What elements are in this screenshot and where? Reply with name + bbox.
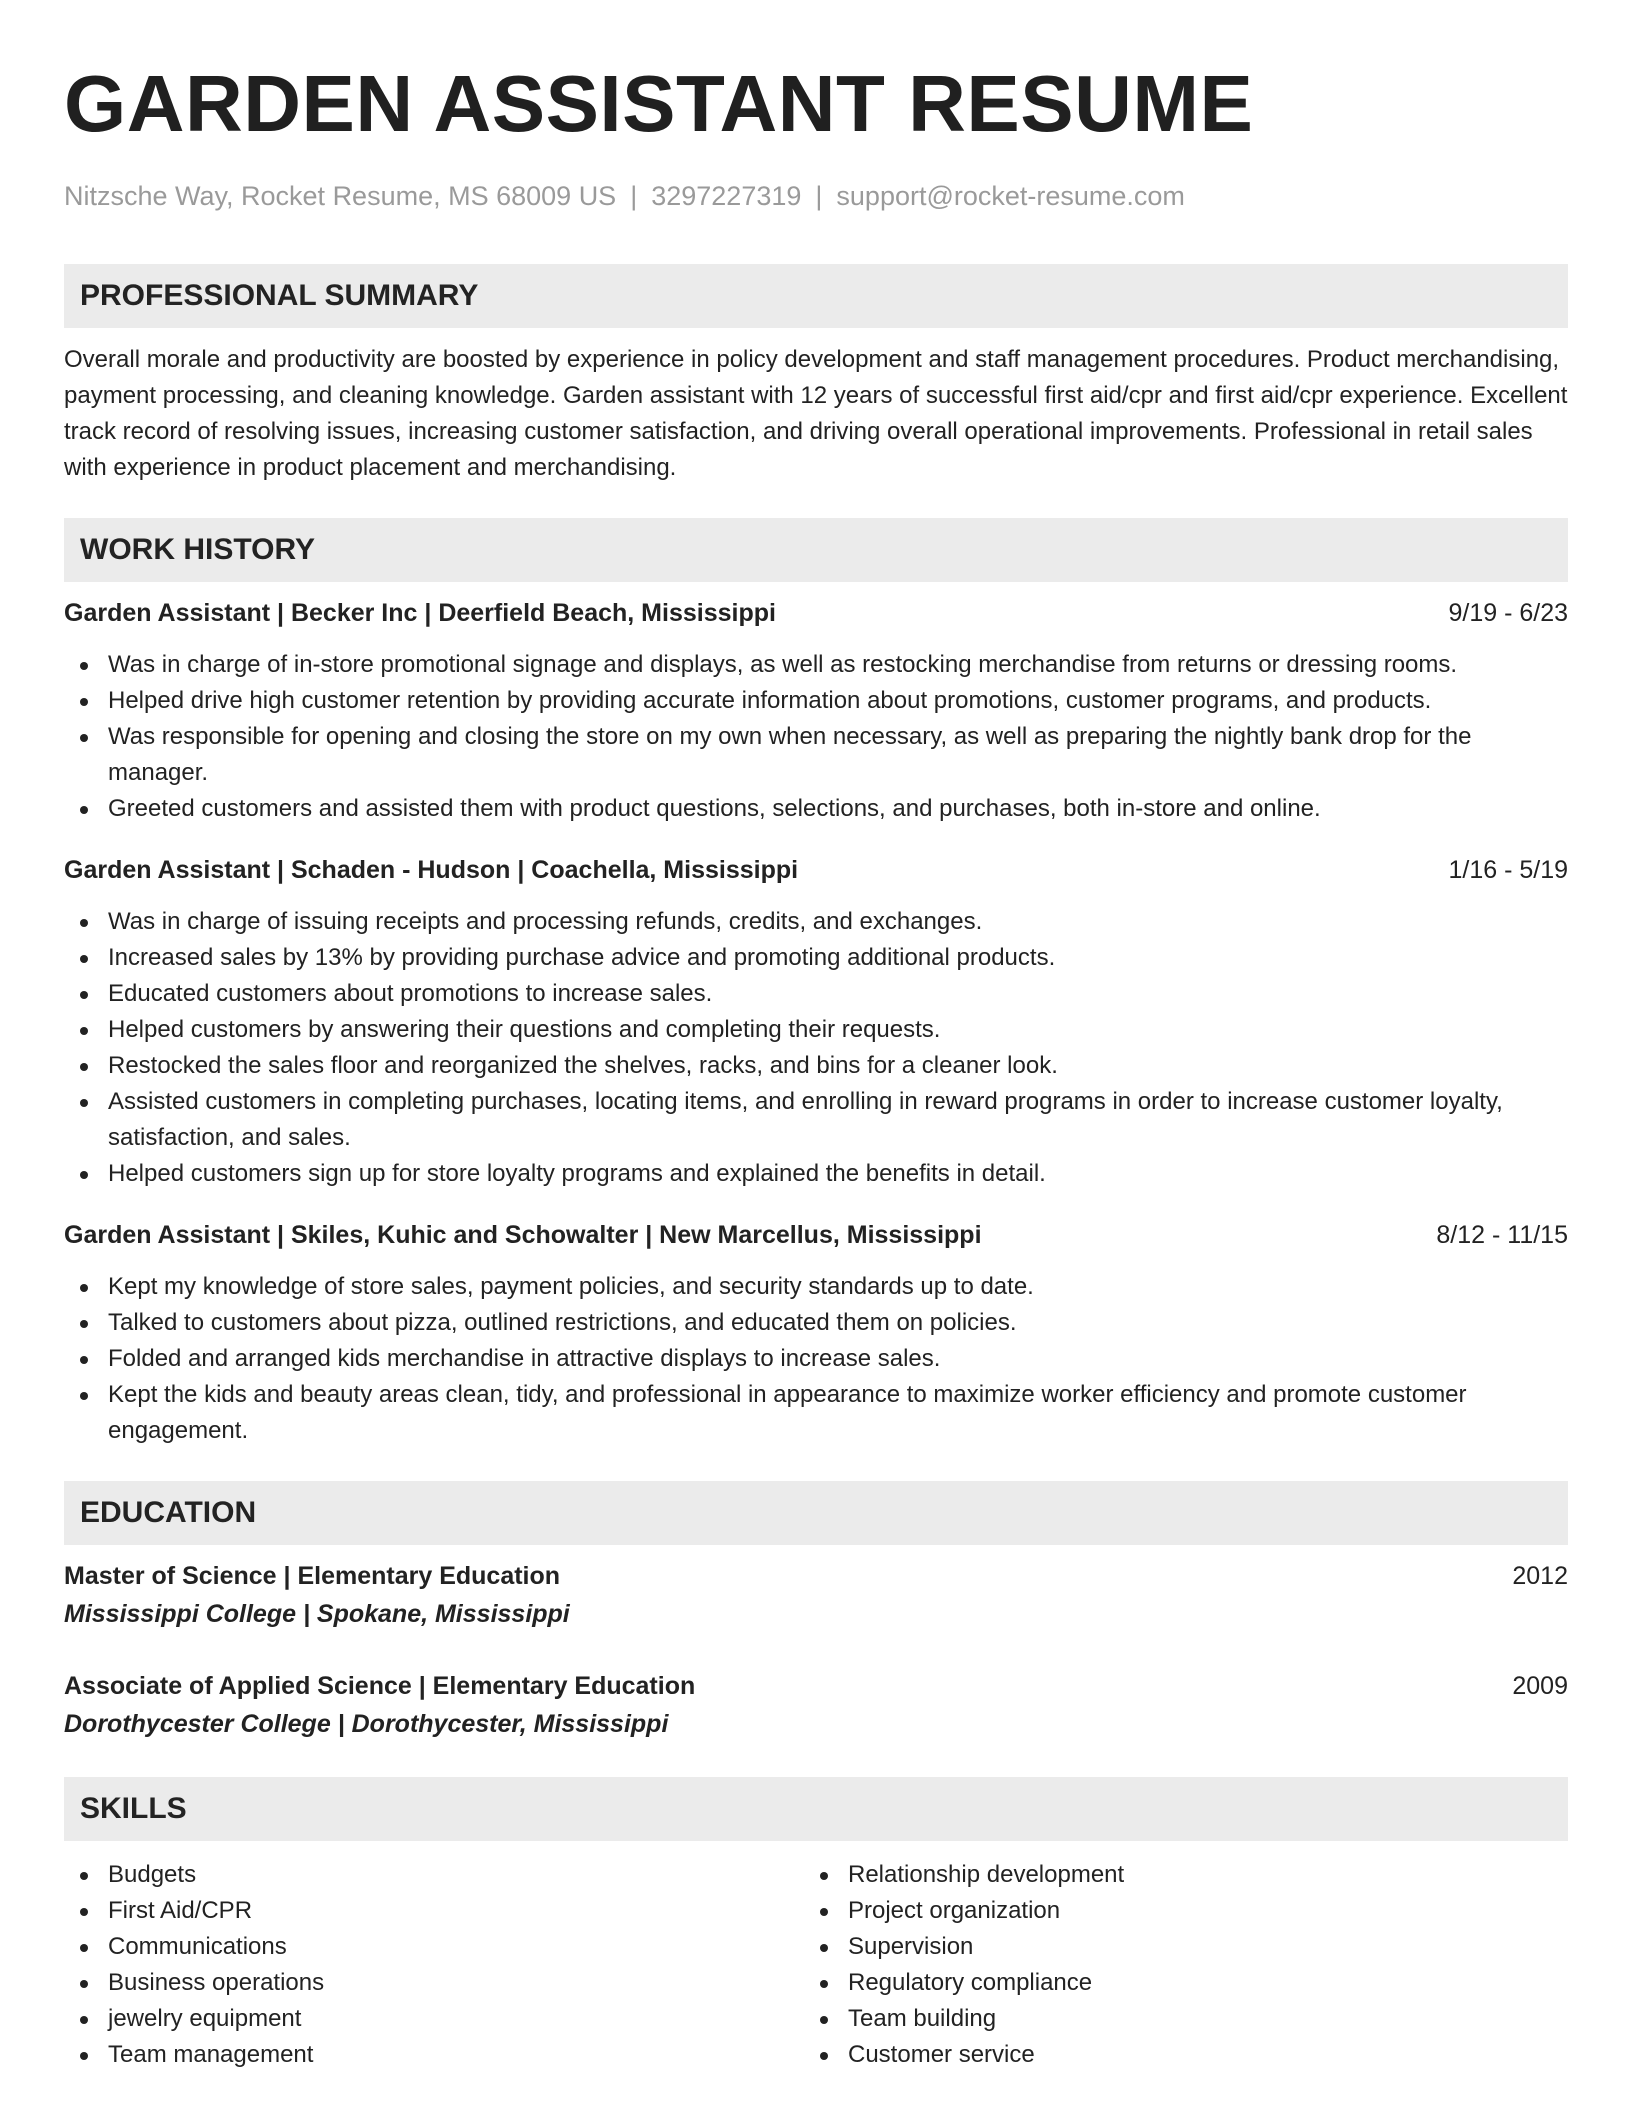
job-entry bbox=[64, 853, 1568, 1192]
list-item: Was in charge of issuing receipts and processing refunds, credits, and exchanges. bbox=[64, 904, 1568, 940]
education-year: 2012 bbox=[1512, 1562, 1568, 1590]
education-entry bbox=[64, 1667, 1568, 1743]
contact-email: support@rocket-resume.com bbox=[836, 181, 1185, 211]
education-heading: EDUCATION bbox=[64, 1481, 1568, 1545]
list-item: Was responsible for opening and closing the store on my own when necessary, as well as preparing the nightly bank drop for the manager. bbox=[64, 719, 1568, 791]
list-item: Educated customers about promotions to increase sales. bbox=[64, 976, 1568, 1012]
job-header bbox=[64, 596, 1568, 630]
list-item: Restocked the sales floor and reorganized the shelves, racks, and bins for a cleaner look. bbox=[64, 1048, 1568, 1084]
list-item: Was in charge of in-store promotional signage and displays, as well as restocking merchandise from returns or dressing rooms. bbox=[64, 647, 1568, 683]
skills-right-column bbox=[804, 1857, 1544, 2073]
list-item: Helped customers by answering their questions and completing their requests. bbox=[64, 1012, 1568, 1048]
education-entry bbox=[64, 1557, 1568, 1633]
skills-heading: SKILLS bbox=[64, 1777, 1568, 1841]
contact-phone: 3297227319 bbox=[651, 181, 802, 211]
job-bullets bbox=[64, 904, 1568, 1192]
work-history-heading: WORK HISTORY bbox=[64, 518, 1568, 582]
job-dates: 8/12 - 11/15 bbox=[1436, 1221, 1568, 1249]
list-item: Kept my knowledge of store sales, payment policies, and security standards up to date. bbox=[64, 1269, 1568, 1305]
skill-item: Supervision bbox=[804, 1929, 1544, 1965]
education-year: 2009 bbox=[1512, 1672, 1568, 1700]
job-entry bbox=[64, 1218, 1568, 1449]
job-title: Garden Assistant | Becker Inc | Deerfield Beach, Mississippi bbox=[64, 599, 776, 627]
list-item: Increased sales by 13% by providing purchase advice and promoting additional products. bbox=[64, 940, 1568, 976]
skill-item: Team management bbox=[64, 2037, 804, 2073]
job-header bbox=[64, 853, 1568, 887]
skill-item: Budgets bbox=[64, 1857, 804, 1893]
skill-item: First Aid/CPR bbox=[64, 1893, 804, 1929]
job-dates: 1/16 - 5/19 bbox=[1448, 856, 1568, 884]
skill-item: Business operations bbox=[64, 1965, 804, 2001]
summary-text: Overall morale and productivity are boosted by experience in policy development and staff management procedures. Product merchandising, payment processing, and cleaning knowledge. Garden assistant with 12 years of successful first aid/cpr and first aid/cpr experience. Excellent track record of resolving issues, increasing customer satisfaction, and driving overall operational improvements. Professional in retail sales with experience in product placement and merchandising. bbox=[64, 346, 1568, 481]
job-bullets bbox=[64, 1269, 1568, 1449]
job-bullets bbox=[64, 647, 1568, 827]
education-header bbox=[64, 1667, 1568, 1705]
skill-item: Communications bbox=[64, 1929, 804, 1965]
skill-item: Project organization bbox=[804, 1893, 1544, 1929]
skill-item: Team building bbox=[804, 2001, 1544, 2037]
skill-item: Relationship development bbox=[804, 1857, 1544, 1893]
education-school: Dorothycester College | Dorothycester, Mississippi bbox=[64, 1710, 669, 1738]
contact-separator: | bbox=[815, 181, 823, 211]
summary-heading: PROFESSIONAL SUMMARY bbox=[64, 264, 1568, 328]
contact-address: Nitzsche Way, Rocket Resume, MS 68009 US bbox=[64, 181, 617, 211]
education-degree: Associate of Applied Science | Elementary Education bbox=[64, 1672, 696, 1700]
education-school: Mississippi College | Spokane, Mississippi bbox=[64, 1600, 570, 1628]
list-item: Helped drive high customer retention by providing accurate information about promotions, customer programs, and products. bbox=[64, 683, 1568, 719]
skill-item: jewelry equipment bbox=[64, 2001, 804, 2037]
list-item: Kept the kids and beauty areas clean, tidy, and professional in appearance to maximize worker efficiency and promote customer engagement. bbox=[64, 1377, 1568, 1449]
list-item: Greeted customers and assisted them with product questions, selections, and purchases, both in-store and online. bbox=[64, 791, 1568, 827]
job-dates: 9/19 - 6/23 bbox=[1448, 599, 1568, 627]
contact-line bbox=[64, 180, 1568, 212]
job-entry bbox=[64, 596, 1568, 827]
list-item: Assisted customers in completing purchases, locating items, and enrolling in reward programs in order to increase customer loyalty, satisfaction, and sales. bbox=[64, 1084, 1568, 1156]
skill-item: Regulatory compliance bbox=[804, 1965, 1544, 2001]
skill-item: Customer service bbox=[804, 2037, 1544, 2073]
job-title: Garden Assistant | Skiles, Kuhic and Schowalter | New Marcellus, Mississippi bbox=[64, 1221, 982, 1249]
skills-left-column bbox=[64, 1857, 804, 2073]
list-item: Talked to customers about pizza, outlined restrictions, and educated them on policies. bbox=[64, 1305, 1568, 1341]
education-degree: Master of Science | Elementary Education bbox=[64, 1562, 561, 1590]
job-header bbox=[64, 1218, 1568, 1252]
resume-title: GARDEN ASSISTANT RESUME bbox=[64, 59, 1254, 148]
contact-separator: | bbox=[630, 181, 638, 211]
list-item: Folded and arranged kids merchandise in attractive displays to increase sales. bbox=[64, 1341, 1568, 1377]
job-title: Garden Assistant | Schaden - Hudson | Coachella, Mississippi bbox=[64, 856, 799, 884]
list-item: Helped customers sign up for store loyalty programs and explained the benefits in detail. bbox=[64, 1156, 1568, 1192]
education-header bbox=[64, 1557, 1568, 1595]
skills-columns bbox=[64, 1857, 1568, 2073]
